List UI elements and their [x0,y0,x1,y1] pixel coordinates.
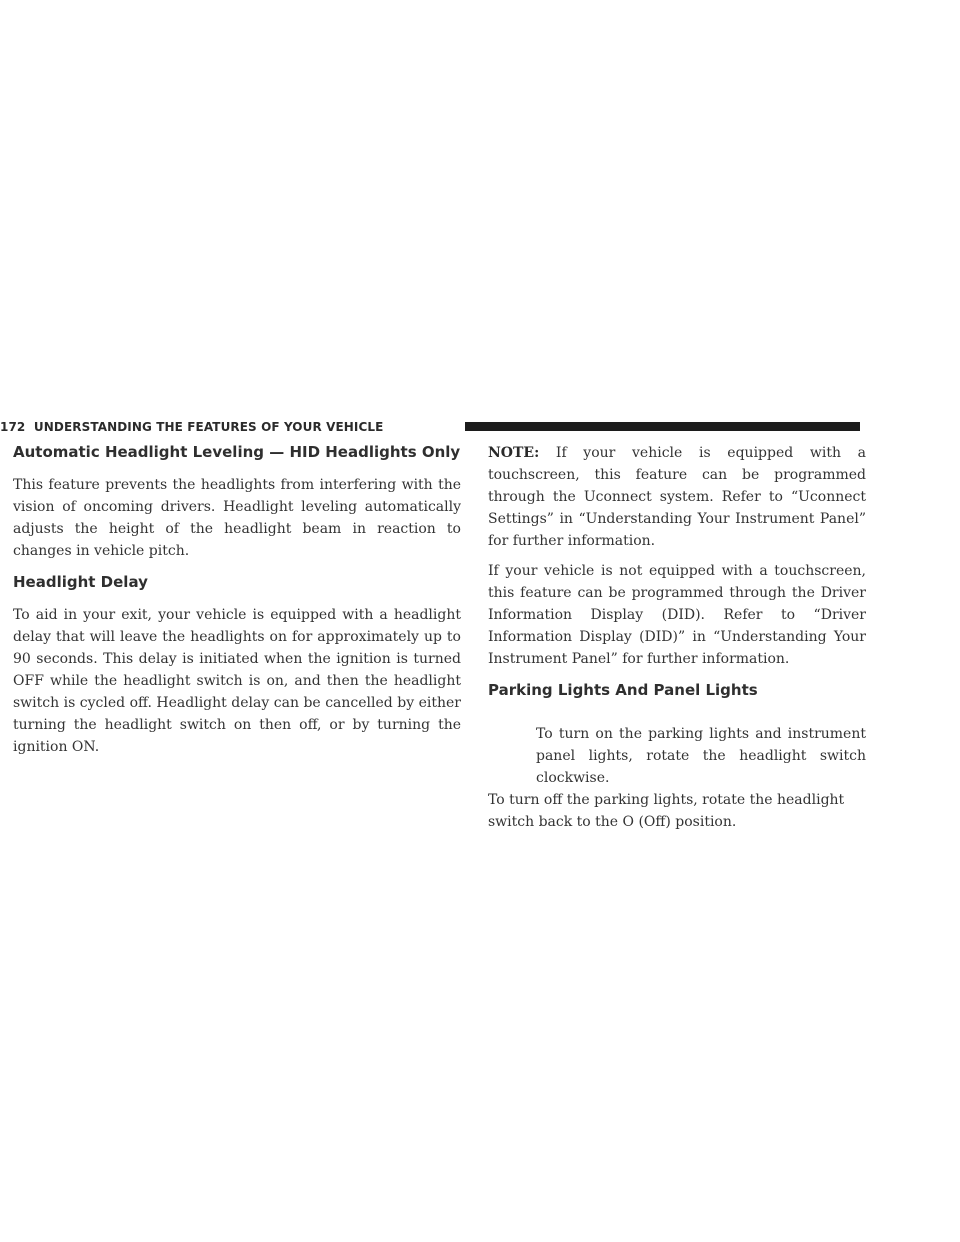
note-label: NOTE: [488,445,540,461]
note-paragraph [488,442,866,552]
page-number: 172 [0,420,26,434]
heading-headlight-delay: Headlight Delay [13,573,148,591]
header-text [0,420,383,434]
paragraph-headlight-delay: To aid in your exit, your vehicle is equipped with a headlight delay that will leave the headlights on for approximately up to 90 seconds. This delay is initiated when the ignition is turned OFF while the headlight switch is on, and then the headlight switch is cycled off. Headlight delay can be cancelled by either turning the headlight switch on then off, or by turning the ignition ON. [13,607,461,755]
paragraph-leveling: This feature prevents the headlights from interfering with the vision of oncoming drivers. Headlight leveling automatically adjusts the height of the headlight beam in reaction to changes in vehicle pitch. [13,477,461,559]
heading-parking-lights: Parking Lights And Panel Lights [488,681,758,699]
heading-automatic-headlight-leveling: Automatic Headlight Leveling — HID Headlights Only [13,443,461,461]
right-column [488,443,866,833]
header-rule [465,422,860,431]
paragraph-parking-off: To turn off the parking lights, rotate the headlight switch back to the O (Off) position. [488,792,845,830]
left-column [13,443,461,758]
paragraph-did: If your vehicle is not equipped with a touchscreen, this feature can be programmed through the Driver Information Display (DID). Refer to “Driver Information Display (DID)” in “Understanding Your Instrument Panel” for further information. [488,563,866,667]
paragraph-parking-on: To turn on the parking lights and instrument panel lights, rotate the headlight switch clockwise. [536,726,866,786]
page-header [0,420,860,434]
section-title: UNDERSTANDING THE FEATURES OF YOUR VEHICLE [33,420,384,434]
note-text: If your vehicle is equipped with a touchscreen, this feature can be programmed through the Uconnect system. Refer to “Uconnect Settings” in “Understanding Your Instrument Panel” for further information. [488,445,866,549]
